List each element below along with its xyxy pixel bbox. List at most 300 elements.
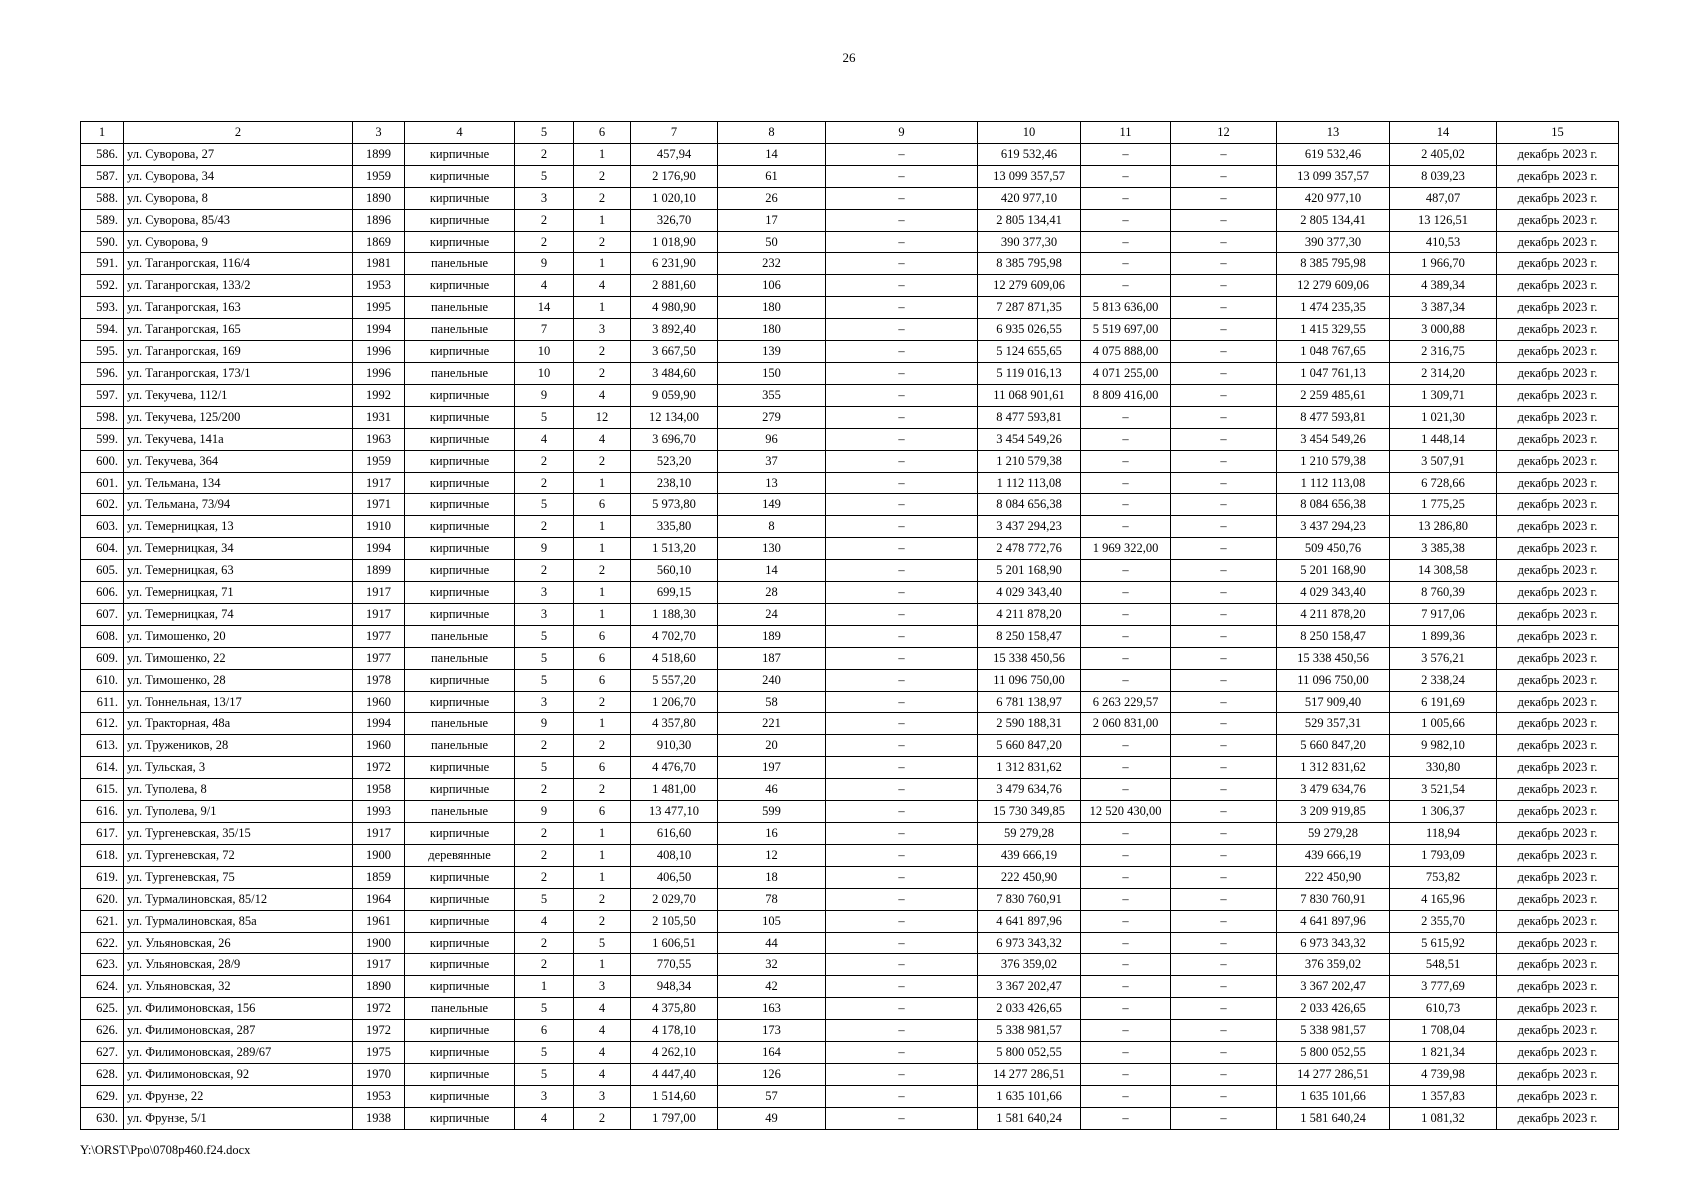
cell-address: ул. Текучева, 364 [124, 450, 353, 472]
cell-col-11: – [1081, 779, 1171, 801]
cell-deadline: декабрь 2023 г. [1497, 143, 1619, 165]
cell-entrances: 4 [574, 384, 631, 406]
cell-wall-material: кирпичные [405, 187, 515, 209]
cell-col-9: – [826, 976, 978, 998]
cell-cost-per-unit: 8 039,23 [1390, 165, 1497, 187]
cell-cost-total: 15 338 450,56 [978, 647, 1081, 669]
cell-col-9: – [826, 538, 978, 560]
cell-cost-total: 2 590 188,31 [978, 713, 1081, 735]
cell-col-12: – [1171, 297, 1277, 319]
cell-col-12: – [1171, 275, 1277, 297]
cell-col-11: – [1081, 472, 1171, 494]
cell-floors: 5 [515, 406, 574, 428]
cell-col-9: – [826, 494, 978, 516]
cell-area: 1 514,60 [631, 1085, 718, 1107]
cell-entrances: 2 [574, 362, 631, 384]
cell-col-9: – [826, 647, 978, 669]
cell-col-11: – [1081, 823, 1171, 845]
cell-cost-remaining: 1 415 329,55 [1277, 319, 1390, 341]
cell-area: 616,60 [631, 823, 718, 845]
cell-area: 1 481,00 [631, 779, 718, 801]
cell-deadline: декабрь 2023 г. [1497, 319, 1619, 341]
column-header-15: 15 [1497, 122, 1619, 144]
cell-col-11: – [1081, 560, 1171, 582]
cell-area: 335,80 [631, 516, 718, 538]
cell-col-12: – [1171, 625, 1277, 647]
cell-residents: 20 [718, 735, 826, 757]
cell-floors: 2 [515, 450, 574, 472]
cell-cost-per-unit: 2 338,24 [1390, 669, 1497, 691]
cell-cost-per-unit: 1 899,36 [1390, 625, 1497, 647]
cell-row-number: 589. [81, 209, 124, 231]
cell-cost-per-unit: 2 314,20 [1390, 362, 1497, 384]
cell-row-number: 608. [81, 625, 124, 647]
table-row [81, 406, 1619, 428]
cell-residents: 180 [718, 297, 826, 319]
cell-col-12: – [1171, 647, 1277, 669]
cell-area: 13 477,10 [631, 801, 718, 823]
cell-area: 2 176,90 [631, 165, 718, 187]
cell-year-built: 1953 [353, 275, 405, 297]
cell-year-built: 1964 [353, 888, 405, 910]
cell-col-12: – [1171, 888, 1277, 910]
cell-cost-per-unit: 2 355,70 [1390, 910, 1497, 932]
cell-cost-total: 12 279 609,06 [978, 275, 1081, 297]
cell-year-built: 1869 [353, 231, 405, 253]
cell-floors: 2 [515, 779, 574, 801]
cell-wall-material: кирпичные [405, 275, 515, 297]
cell-year-built: 1900 [353, 844, 405, 866]
cell-deadline: декабрь 2023 г. [1497, 472, 1619, 494]
cell-address: ул. Суворова, 8 [124, 187, 353, 209]
cell-cost-per-unit: 6 191,69 [1390, 691, 1497, 713]
cell-wall-material: кирпичные [405, 1063, 515, 1085]
column-header-8: 8 [718, 122, 826, 144]
cell-col-12: – [1171, 538, 1277, 560]
cell-residents: 180 [718, 319, 826, 341]
cell-col-9: – [826, 801, 978, 823]
cell-cost-remaining: 529 357,31 [1277, 713, 1390, 735]
cell-year-built: 1961 [353, 910, 405, 932]
cell-wall-material: кирпичные [405, 976, 515, 998]
cell-entrances: 1 [574, 209, 631, 231]
cell-entrances: 4 [574, 428, 631, 450]
cell-cost-per-unit: 330,80 [1390, 757, 1497, 779]
cell-cost-per-unit: 13 286,80 [1390, 516, 1497, 538]
cell-residents: 42 [718, 976, 826, 998]
cell-year-built: 1994 [353, 713, 405, 735]
cell-area: 948,34 [631, 976, 718, 998]
cell-col-11: 5 813 636,00 [1081, 297, 1171, 319]
cell-area: 1 188,30 [631, 603, 718, 625]
cell-entrances: 2 [574, 450, 631, 472]
cell-wall-material: кирпичные [405, 450, 515, 472]
cell-entrances: 2 [574, 341, 631, 363]
cell-year-built: 1938 [353, 1107, 405, 1129]
cell-cost-per-unit: 2 316,75 [1390, 341, 1497, 363]
column-number-header-row [81, 122, 1619, 144]
cell-deadline: декабрь 2023 г. [1497, 1107, 1619, 1129]
cell-residents: 130 [718, 538, 826, 560]
cell-row-number: 593. [81, 297, 124, 319]
cell-col-11: – [1081, 450, 1171, 472]
cell-row-number: 596. [81, 362, 124, 384]
cell-cost-remaining: 3 367 202,47 [1277, 976, 1390, 998]
cell-year-built: 1917 [353, 582, 405, 604]
cell-wall-material: кирпичные [405, 538, 515, 560]
cell-cost-remaining: 15 338 450,56 [1277, 647, 1390, 669]
cell-row-number: 629. [81, 1085, 124, 1107]
cell-entrances: 1 [574, 253, 631, 275]
cell-year-built: 1996 [353, 362, 405, 384]
cell-cost-remaining: 3 437 294,23 [1277, 516, 1390, 538]
cell-col-12: – [1171, 603, 1277, 625]
cell-col-9: – [826, 603, 978, 625]
cell-floors: 9 [515, 253, 574, 275]
cell-col-12: – [1171, 253, 1277, 275]
cell-year-built: 1995 [353, 297, 405, 319]
cell-floors: 2 [515, 143, 574, 165]
cell-cost-per-unit: 118,94 [1390, 823, 1497, 845]
cell-residents: 355 [718, 384, 826, 406]
cell-wall-material: панельные [405, 319, 515, 341]
cell-cost-per-unit: 3 507,91 [1390, 450, 1497, 472]
cell-deadline: декабрь 2023 г. [1497, 954, 1619, 976]
cell-wall-material: кирпичные [405, 954, 515, 976]
cell-deadline: декабрь 2023 г. [1497, 713, 1619, 735]
cell-residents: 163 [718, 998, 826, 1020]
cell-row-number: 606. [81, 582, 124, 604]
cell-row-number: 614. [81, 757, 124, 779]
cell-area: 5 973,80 [631, 494, 718, 516]
cell-residents: 240 [718, 669, 826, 691]
cell-floors: 3 [515, 1085, 574, 1107]
cell-area: 4 980,90 [631, 297, 718, 319]
cell-deadline: декабрь 2023 г. [1497, 669, 1619, 691]
cell-year-built: 1978 [353, 669, 405, 691]
cell-wall-material: кирпичные [405, 757, 515, 779]
cell-residents: 37 [718, 450, 826, 472]
cell-area: 12 134,00 [631, 406, 718, 428]
cell-year-built: 1917 [353, 603, 405, 625]
cell-floors: 5 [515, 998, 574, 1020]
cell-cost-per-unit: 13 126,51 [1390, 209, 1497, 231]
table-row [81, 165, 1619, 187]
cell-row-number: 618. [81, 844, 124, 866]
cell-entrances: 6 [574, 757, 631, 779]
cell-address: ул. Таганрогская, 163 [124, 297, 353, 319]
cell-cost-per-unit: 410,53 [1390, 231, 1497, 253]
cell-col-12: – [1171, 1063, 1277, 1085]
cell-residents: 599 [718, 801, 826, 823]
column-header-13: 13 [1277, 122, 1390, 144]
cell-floors: 1 [515, 976, 574, 998]
cell-entrances: 2 [574, 779, 631, 801]
cell-cost-remaining: 4 211 878,20 [1277, 603, 1390, 625]
cell-cost-total: 1 312 831,62 [978, 757, 1081, 779]
cell-col-9: – [826, 209, 978, 231]
cell-address: ул. Тружеников, 28 [124, 735, 353, 757]
cell-col-11: 8 809 416,00 [1081, 384, 1171, 406]
cell-cost-per-unit: 1 309,71 [1390, 384, 1497, 406]
cell-entrances: 1 [574, 866, 631, 888]
cell-cost-remaining: 4 029 343,40 [1277, 582, 1390, 604]
cell-residents: 78 [718, 888, 826, 910]
cell-cost-remaining: 2 033 426,65 [1277, 998, 1390, 1020]
cell-residents: 221 [718, 713, 826, 735]
cell-year-built: 1971 [353, 494, 405, 516]
cell-cost-per-unit: 1 021,30 [1390, 406, 1497, 428]
cell-year-built: 1981 [353, 253, 405, 275]
cell-cost-per-unit: 1 966,70 [1390, 253, 1497, 275]
cell-entrances: 1 [574, 538, 631, 560]
column-header-2: 2 [124, 122, 353, 144]
cell-col-11: – [1081, 143, 1171, 165]
cell-year-built: 1890 [353, 976, 405, 998]
cell-deadline: декабрь 2023 г. [1497, 691, 1619, 713]
cell-row-number: 610. [81, 669, 124, 691]
cell-wall-material: кирпичные [405, 209, 515, 231]
cell-col-9: – [826, 735, 978, 757]
column-header-9: 9 [826, 122, 978, 144]
cell-cost-remaining: 3 209 919,85 [1277, 801, 1390, 823]
cell-cost-total: 8 250 158,47 [978, 625, 1081, 647]
cell-residents: 105 [718, 910, 826, 932]
cell-row-number: 601. [81, 472, 124, 494]
cell-residents: 44 [718, 932, 826, 954]
cell-col-12: – [1171, 187, 1277, 209]
cell-area: 4 375,80 [631, 998, 718, 1020]
cell-floors: 5 [515, 888, 574, 910]
cell-area: 3 892,40 [631, 319, 718, 341]
cell-area: 3 484,60 [631, 362, 718, 384]
cell-row-number: 598. [81, 406, 124, 428]
cell-col-11: – [1081, 866, 1171, 888]
cell-area: 3 696,70 [631, 428, 718, 450]
cell-year-built: 1972 [353, 1020, 405, 1042]
cell-col-11: – [1081, 1063, 1171, 1085]
cell-col-11: – [1081, 1020, 1171, 1042]
cell-deadline: декабрь 2023 г. [1497, 910, 1619, 932]
cell-area: 1 606,51 [631, 932, 718, 954]
cell-address: ул. Турмалиновская, 85/12 [124, 888, 353, 910]
cell-entrances: 4 [574, 1042, 631, 1064]
cell-cost-total: 619 532,46 [978, 143, 1081, 165]
cell-col-9: – [826, 362, 978, 384]
cell-floors: 5 [515, 669, 574, 691]
cell-floors: 5 [515, 494, 574, 516]
cell-deadline: декабрь 2023 г. [1497, 1042, 1619, 1064]
cell-cost-remaining: 222 450,90 [1277, 866, 1390, 888]
table-row [81, 275, 1619, 297]
cell-residents: 32 [718, 954, 826, 976]
cell-cost-remaining: 1 581 640,24 [1277, 1107, 1390, 1129]
cell-entrances: 6 [574, 801, 631, 823]
table-row [81, 1042, 1619, 1064]
cell-residents: 164 [718, 1042, 826, 1064]
cell-cost-remaining: 509 450,76 [1277, 538, 1390, 560]
cell-cost-total: 13 099 357,57 [978, 165, 1081, 187]
cell-col-12: – [1171, 319, 1277, 341]
cell-cost-per-unit: 1 448,14 [1390, 428, 1497, 450]
cell-floors: 2 [515, 823, 574, 845]
cell-cost-per-unit: 1 821,34 [1390, 1042, 1497, 1064]
cell-cost-total: 5 201 168,90 [978, 560, 1081, 582]
cell-row-number: 595. [81, 341, 124, 363]
cell-col-9: – [826, 1085, 978, 1107]
cell-floors: 2 [515, 560, 574, 582]
cell-cost-total: 4 211 878,20 [978, 603, 1081, 625]
cell-cost-per-unit: 3 777,69 [1390, 976, 1497, 998]
cell-address: ул. Филимоновская, 156 [124, 998, 353, 1020]
cell-cost-total: 222 450,90 [978, 866, 1081, 888]
cell-cost-total: 5 124 655,65 [978, 341, 1081, 363]
cell-residents: 126 [718, 1063, 826, 1085]
cell-deadline: декабрь 2023 г. [1497, 297, 1619, 319]
cell-residents: 50 [718, 231, 826, 253]
cell-wall-material: кирпичные [405, 516, 515, 538]
cell-cost-remaining: 8 385 795,98 [1277, 253, 1390, 275]
cell-wall-material: кирпичные [405, 691, 515, 713]
cell-cost-remaining: 11 096 750,00 [1277, 669, 1390, 691]
cell-col-12: – [1171, 866, 1277, 888]
cell-address: ул. Тельмана, 73/94 [124, 494, 353, 516]
cell-area: 2 029,70 [631, 888, 718, 910]
cell-cost-remaining: 1 047 761,13 [1277, 362, 1390, 384]
cell-residents: 12 [718, 844, 826, 866]
table-row [81, 801, 1619, 823]
cell-year-built: 1917 [353, 472, 405, 494]
cell-area: 4 262,10 [631, 1042, 718, 1064]
cell-col-12: – [1171, 691, 1277, 713]
cell-cost-per-unit: 2 405,02 [1390, 143, 1497, 165]
cell-cost-remaining: 13 099 357,57 [1277, 165, 1390, 187]
cell-entrances: 2 [574, 560, 631, 582]
cell-address: ул. Фрунзе, 22 [124, 1085, 353, 1107]
cell-entrances: 2 [574, 888, 631, 910]
table-row [81, 1085, 1619, 1107]
cell-wall-material: кирпичные [405, 428, 515, 450]
cell-year-built: 1899 [353, 143, 405, 165]
cell-floors: 3 [515, 582, 574, 604]
cell-wall-material: кирпичные [405, 910, 515, 932]
cell-col-12: – [1171, 910, 1277, 932]
page-number: 26 [842, 50, 856, 65]
cell-residents: 16 [718, 823, 826, 845]
table-row [81, 1107, 1619, 1129]
table-row [81, 516, 1619, 538]
table-row [81, 823, 1619, 845]
cell-address: ул. Туполева, 9/1 [124, 801, 353, 823]
cell-area: 1 020,10 [631, 187, 718, 209]
cell-entrances: 4 [574, 1020, 631, 1042]
cell-residents: 24 [718, 603, 826, 625]
cell-floors: 4 [515, 1107, 574, 1129]
cell-cost-total: 5 800 052,55 [978, 1042, 1081, 1064]
cell-row-number: 623. [81, 954, 124, 976]
cell-residents: 17 [718, 209, 826, 231]
cell-deadline: декабрь 2023 г. [1497, 428, 1619, 450]
table-row [81, 932, 1619, 954]
cell-cost-remaining: 12 279 609,06 [1277, 275, 1390, 297]
cell-deadline: декабрь 2023 г. [1497, 888, 1619, 910]
cell-area: 326,70 [631, 209, 718, 231]
cell-floors: 6 [515, 1020, 574, 1042]
cell-deadline: декабрь 2023 г. [1497, 603, 1619, 625]
cell-address: ул. Таганрогская, 116/4 [124, 253, 353, 275]
cell-address: ул. Тракторная, 48а [124, 713, 353, 735]
cell-entrances: 1 [574, 844, 631, 866]
cell-residents: 14 [718, 143, 826, 165]
cell-entrances: 2 [574, 1107, 631, 1129]
cell-cost-remaining: 6 973 343,32 [1277, 932, 1390, 954]
table-row [81, 757, 1619, 779]
cell-row-number: 603. [81, 516, 124, 538]
cell-col-12: – [1171, 472, 1277, 494]
cell-address: ул. Ульяновская, 28/9 [124, 954, 353, 976]
cell-col-9: – [826, 713, 978, 735]
cell-entrances: 1 [574, 954, 631, 976]
cell-entrances: 6 [574, 647, 631, 669]
cell-address: ул. Филимоновская, 289/67 [124, 1042, 353, 1064]
cell-entrances: 4 [574, 1063, 631, 1085]
cell-col-9: – [826, 844, 978, 866]
cell-wall-material: кирпичные [405, 384, 515, 406]
cell-wall-material: кирпичные [405, 494, 515, 516]
cell-deadline: декабрь 2023 г. [1497, 757, 1619, 779]
cell-area: 408,10 [631, 844, 718, 866]
cell-deadline: декабрь 2023 г. [1497, 384, 1619, 406]
cell-area: 1 513,20 [631, 538, 718, 560]
cell-col-9: – [826, 932, 978, 954]
cell-col-12: – [1171, 384, 1277, 406]
table-row [81, 866, 1619, 888]
cell-floors: 7 [515, 319, 574, 341]
cell-residents: 57 [718, 1085, 826, 1107]
cell-col-9: – [826, 823, 978, 845]
cell-cost-remaining: 5 338 981,57 [1277, 1020, 1390, 1042]
cell-row-number: 599. [81, 428, 124, 450]
cell-cost-remaining: 59 279,28 [1277, 823, 1390, 845]
cell-row-number: 626. [81, 1020, 124, 1042]
cell-col-9: – [826, 625, 978, 647]
table-row [81, 209, 1619, 231]
cell-col-12: – [1171, 560, 1277, 582]
cell-row-number: 622. [81, 932, 124, 954]
cell-col-9: – [826, 582, 978, 604]
cell-wall-material: кирпичные [405, 823, 515, 845]
cell-col-11: – [1081, 1042, 1171, 1064]
cell-area: 2 881,60 [631, 275, 718, 297]
cell-floors: 10 [515, 341, 574, 363]
table-row [81, 625, 1619, 647]
cell-cost-total: 1 210 579,38 [978, 450, 1081, 472]
cell-cost-remaining: 1 210 579,38 [1277, 450, 1390, 472]
cell-floors: 2 [515, 932, 574, 954]
column-header-1: 1 [81, 122, 124, 144]
cell-col-9: – [826, 1063, 978, 1085]
cell-col-9: – [826, 384, 978, 406]
table-row [81, 735, 1619, 757]
cell-cost-remaining: 3 479 634,76 [1277, 779, 1390, 801]
cell-deadline: декабрь 2023 г. [1497, 209, 1619, 231]
cell-wall-material: кирпичные [405, 231, 515, 253]
cell-col-11: 1 969 322,00 [1081, 538, 1171, 560]
cell-wall-material: панельные [405, 253, 515, 275]
cell-deadline: декабрь 2023 г. [1497, 187, 1619, 209]
cell-area: 4 702,70 [631, 625, 718, 647]
cell-wall-material: кирпичные [405, 779, 515, 801]
